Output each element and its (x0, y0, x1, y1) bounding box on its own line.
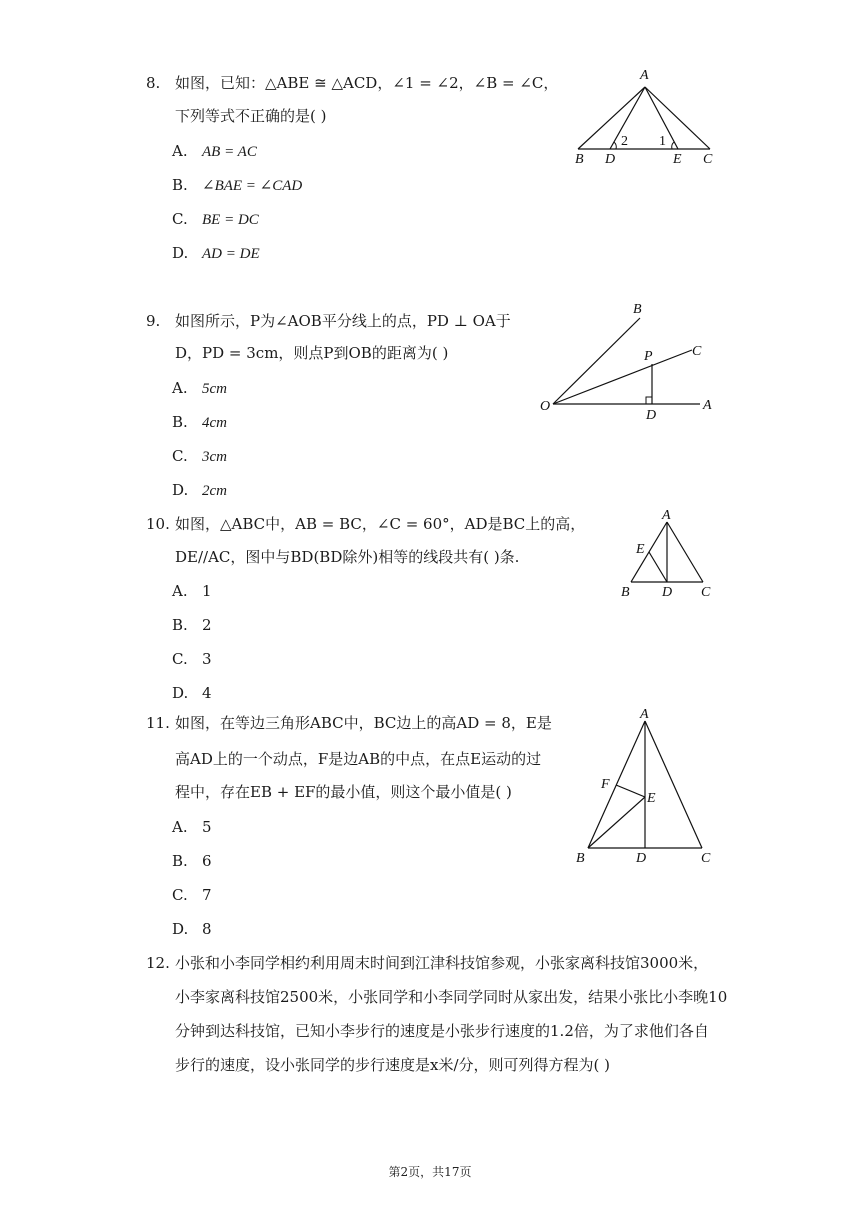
label-c: C (703, 152, 713, 167)
figure-q8 (570, 62, 730, 172)
label-b: B (633, 302, 642, 317)
label-e: E (647, 791, 656, 806)
label-e: E (636, 542, 645, 557)
option-d: D. AD = DE (172, 244, 260, 262)
label-a: A (640, 68, 649, 83)
option-a: A. AB = AC (172, 142, 257, 160)
question-number: 12. (146, 954, 170, 972)
figure-q11 (570, 703, 720, 868)
option-d: D. 4 (172, 684, 212, 702)
question-text: 如图所示，P为∠AOB平分线上的点，PD ⊥ OA于 (175, 312, 511, 330)
option-b: B. 2 (172, 616, 212, 634)
label-f: F (601, 777, 610, 792)
page-footer: 第2页，共17页 (388, 1165, 472, 1179)
label-c: C (701, 585, 711, 600)
option-a: A. 5 (172, 818, 212, 836)
label-b: B (621, 585, 630, 600)
question-text: 小李家离科技馆2500米，小张同学和小李同学同时从家出发，结果小张比小李晚10 (175, 988, 728, 1006)
question-text: 程中，存在EB + EF的最小值，则这个最小值是( ) (175, 783, 512, 801)
label-a: A (662, 508, 671, 523)
figure-q9 (530, 295, 730, 430)
label-d: D (662, 585, 673, 600)
label-c: C (701, 851, 711, 866)
label-b: B (575, 152, 584, 167)
label-d: D (636, 851, 647, 866)
label-p: P (644, 349, 653, 364)
angle-1-label: 1 (659, 134, 666, 149)
question-text: DE//AC，图中与BD(BD除外)相等的线段共有( )条. (175, 548, 520, 566)
question-text: 步行的速度，设小张同学的步行速度是x米/分，则可列得方程为( ) (175, 1056, 610, 1074)
question-text: 如图，已知：△ABE ≅ △ACD，∠1 = ∠2，∠B = ∠C， (175, 74, 559, 92)
question-text: 小张和小李同学相约利用周末时间到江津科技馆参观，小张家离科技馆3000米， (175, 954, 709, 972)
option-b: B. 6 (172, 852, 212, 870)
option-c: C. BE = DC (172, 210, 259, 228)
option-d: D. 2cm (172, 481, 227, 499)
question-text: 如图，△ABC中，AB = BC，∠C = 60°，AD是BC上的高， (175, 515, 586, 533)
label-o: O (540, 399, 551, 414)
figure-q10 (615, 505, 725, 600)
option-b: B. ∠BAE = ∠CAD (172, 176, 303, 194)
question-number: 9. (146, 312, 161, 330)
question-text: D，PD = 3cm，则点P到OB的距离为( ) (175, 344, 449, 362)
label-d: D (605, 152, 616, 167)
option-a: A. 1 (172, 582, 212, 600)
question-text: 下列等式不正确的是( ) (175, 107, 327, 125)
option-a: A. 5cm (172, 379, 227, 397)
label-d: D (646, 408, 657, 423)
question-number: 8. (146, 74, 161, 92)
option-d: D. 8 (172, 920, 212, 938)
question-number: 11. (146, 714, 170, 732)
angle-2-label: 2 (621, 134, 628, 149)
question-number: 10. (146, 515, 170, 533)
question-text: 分钟到达科技馆，已知小李步行的速度是小张步行速度的1.2倍，为了求他们各自 (175, 1022, 709, 1040)
option-c: C. 3 (172, 650, 212, 668)
label-a: A (703, 398, 712, 413)
label-c: C (692, 344, 702, 359)
label-e: E (673, 152, 682, 167)
option-c: C. 3cm (172, 447, 227, 465)
label-a: A (640, 707, 649, 722)
option-b: B. 4cm (172, 413, 227, 431)
question-text: 高AD上的一个动点，F是边AB的中点，在点E运动的过 (175, 750, 542, 768)
label-b: B (576, 851, 585, 866)
question-text: 如图，在等边三角形ABC中，BC边上的高AD = 8，E是 (175, 714, 552, 732)
option-c: C. 7 (172, 886, 212, 904)
